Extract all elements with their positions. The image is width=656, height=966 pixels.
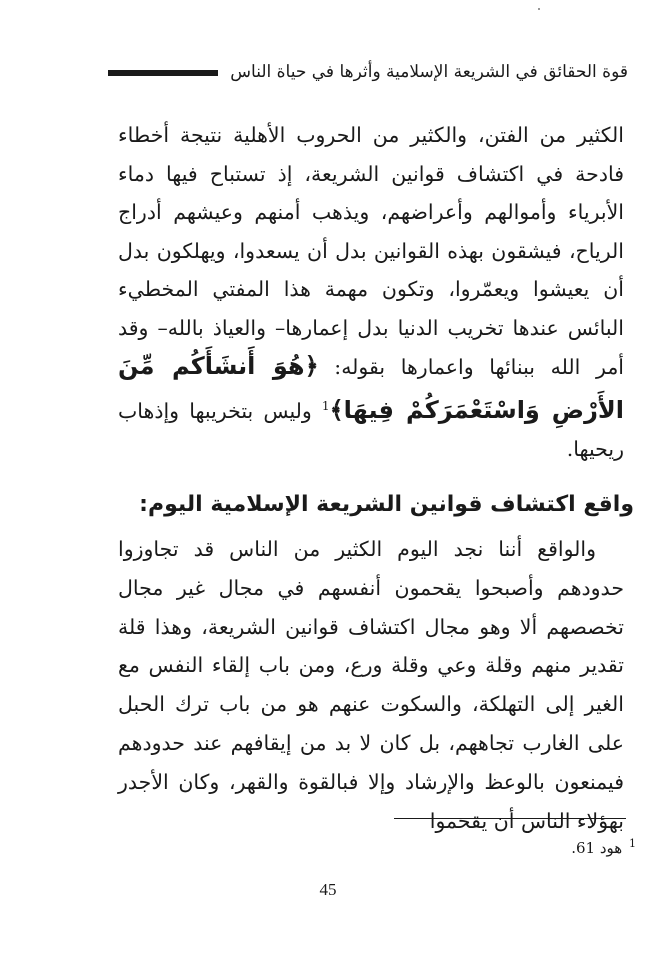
scan-speck: [538, 8, 540, 10]
paragraph: والواقع أننا نجد اليوم الكثير من الناس قد تجاوزوا حدودهم وأصبحوا يقحمون أنفسهم في مجال غير مجال تخصصهم ألا وهو مجال اكتشاف قوانين الشريعة، وهذا قلة تقدير منهم وقلة وعي وقلة ورع، ومن باب إلقاء النفس مع الغير إلى التهلكة، والسكوت عنهم هو من باب ترك الحبل على الغارب تجاههم، بل كان لا بد من إيقافهم عند حدودهم فيمنعون بالوعظ والإرشاد وإلا فبالقوة والقهر، وكان الأجدر بهؤلاء الناس أن يقحموا: [118, 537, 624, 833]
body-paragraph-2: [118, 530, 624, 840]
paragraph-text: الكثير من الفتن، والكثير من الحروب الأهلية نتيجة أخطاء فادحة في اكتشاف قوانين الشريعة، إذ تستباح فيها دماء الأبرياء وأموالهم وأعراضهم، ويذهب أمنهم وعيشهم أدراج الرياح، فيشقون بهذه القوانين بدل أن يسعدوا، ويهلكون بدل أن يعيشوا ويعمّروا، وتكون مهمة هذا المفتي المخطيء البائس عندها تخريب الدنيا بدل إعمارها– والعياذ بالله– وقد أمر الله ببنائها واعمارها بقوله:: [118, 123, 624, 379]
section-heading: واقع اكتشاف قوانين الشريعة الإسلامية اليوم:: [139, 492, 634, 517]
body-paragraph-1: [118, 116, 624, 468]
footnote-text: هود 61.: [571, 839, 623, 857]
footnote-divider: [394, 818, 626, 819]
paragraph-text-continued: وليس بتخريبها وإذهاب ريحيها.: [118, 398, 624, 461]
header-title: قوة الحقائق في الشريعة الإسلامية وأثرها في حياة الناس: [230, 62, 628, 82]
footnote-reference[interactable]: 1: [321, 398, 330, 413]
running-header: [108, 54, 628, 90]
paragraph: [118, 116, 624, 468]
page-number: 45: [319, 880, 337, 899]
quran-verse: ﴿هُوَ أَنشَأَكُم مِّنَ الأَرْضِ وَاسْتَعْمَرَكُمْ فِيهَا﴾: [118, 352, 624, 424]
footnote: [360, 832, 636, 860]
footnote-number: 1: [629, 837, 636, 850]
header-rule: [108, 70, 218, 76]
